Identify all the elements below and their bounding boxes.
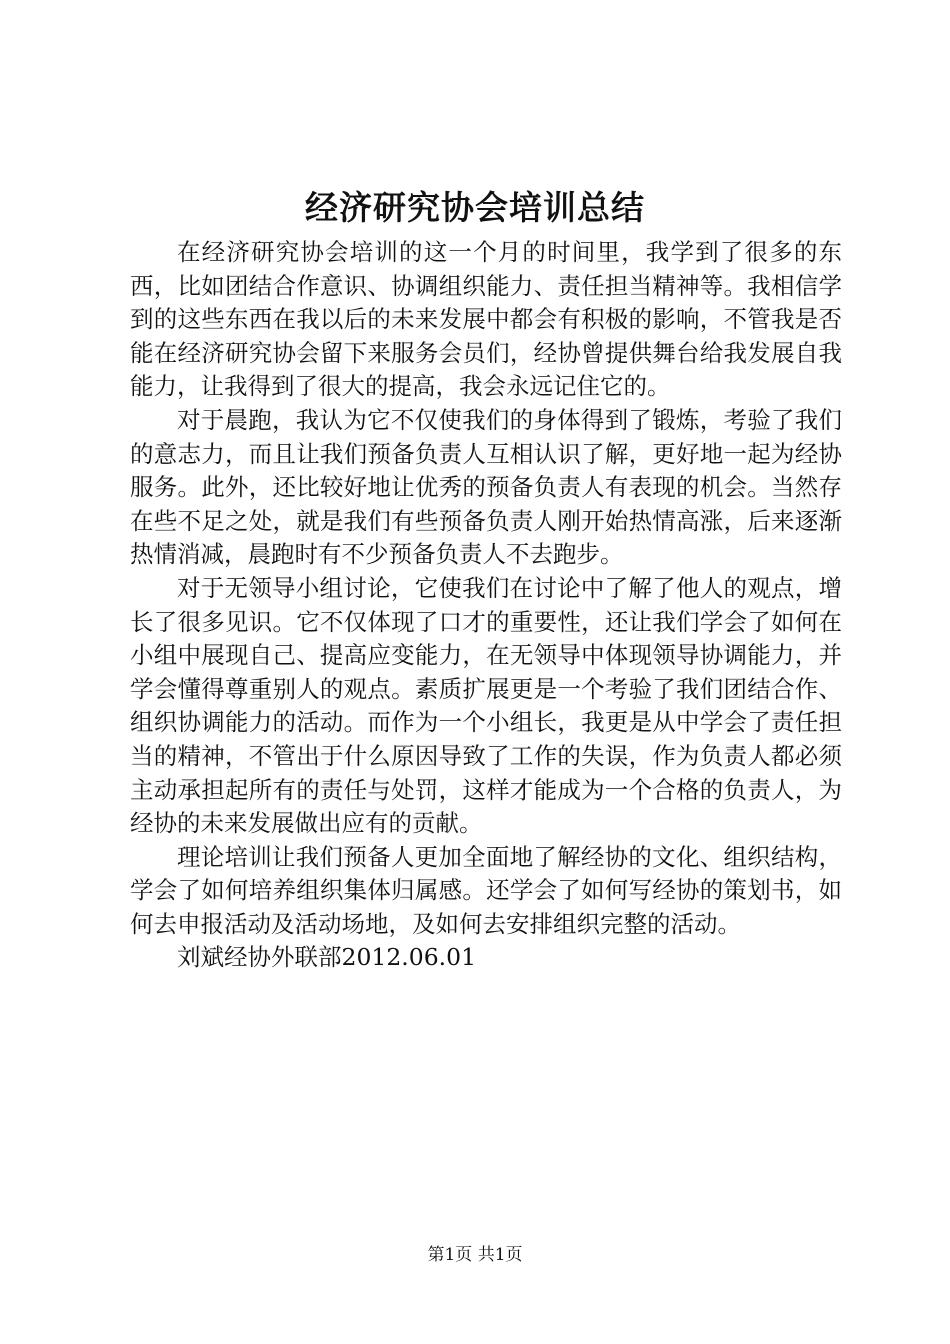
page-footer: 第1页 共1页: [427, 1245, 523, 1265]
paragraph-3: 对于无领导小组讨论，它使我们在讨论中了解了他人的观点，增长了很多见识。它不仅体现了口才的重要性，还让我们学会了如何在小组中展现自己、提高应变能力，在无领导中体现领导协调能力，并学会懂得尊重别人的观点。素质扩展更是一个考验了我们团结合作、组织协调能力的活动。而作为一个小组长，我更是从中学会了责任担当的精神，不管出于什么原因导致了工作的失误，作为负责人都必须主动承担起所有的责任与处罚，这样才能成为一个合格的负责人，为经协的未来发展做出应有的贡献。: [130, 573, 842, 838]
paragraph-2: 对于晨跑，我认为它不仅使我们的身体得到了锻炼，考验了我们的意志力，而且让我们预备负责人互相认识了解，更好地一起为经协服务。此外，还比较好地让优秀的预备负责人有表现的机会。当然存在些不足之处，就是我们有些预备负责人刚开始热情高涨，后来逐渐热情消减，晨跑时有不少预备负责人不去跑步。: [130, 405, 842, 569]
document-title: 经济研究协会培训总结: [305, 188, 645, 227]
paragraph-4: 理论培训让我们预备人更加全面地了解经协的文化、组织结构，学会了如何培养组织集体归属感。还学会了如何写经协的策划书，如何去申报活动及活动场地，及如何去安排组织完整的活动。: [130, 842, 842, 938]
signature-line: 刘斌经协外联部2012.06.01: [177, 943, 477, 972]
document-body: [130, 236, 842, 975]
paragraph-1: 在经济研究协会培训的这一个月的时间里，我学到了很多的东西，比如团结合作意识、协调组织能力、责任担当精神等。我相信学到的这些东西在我以后的未来发展中都会有积极的影响，不管我是否能在经济研究协会留下来服务会员们，经协曾提供舞台给我发展自我能力，让我得到了很大的提高，我会永远记住它的。: [130, 238, 842, 401]
